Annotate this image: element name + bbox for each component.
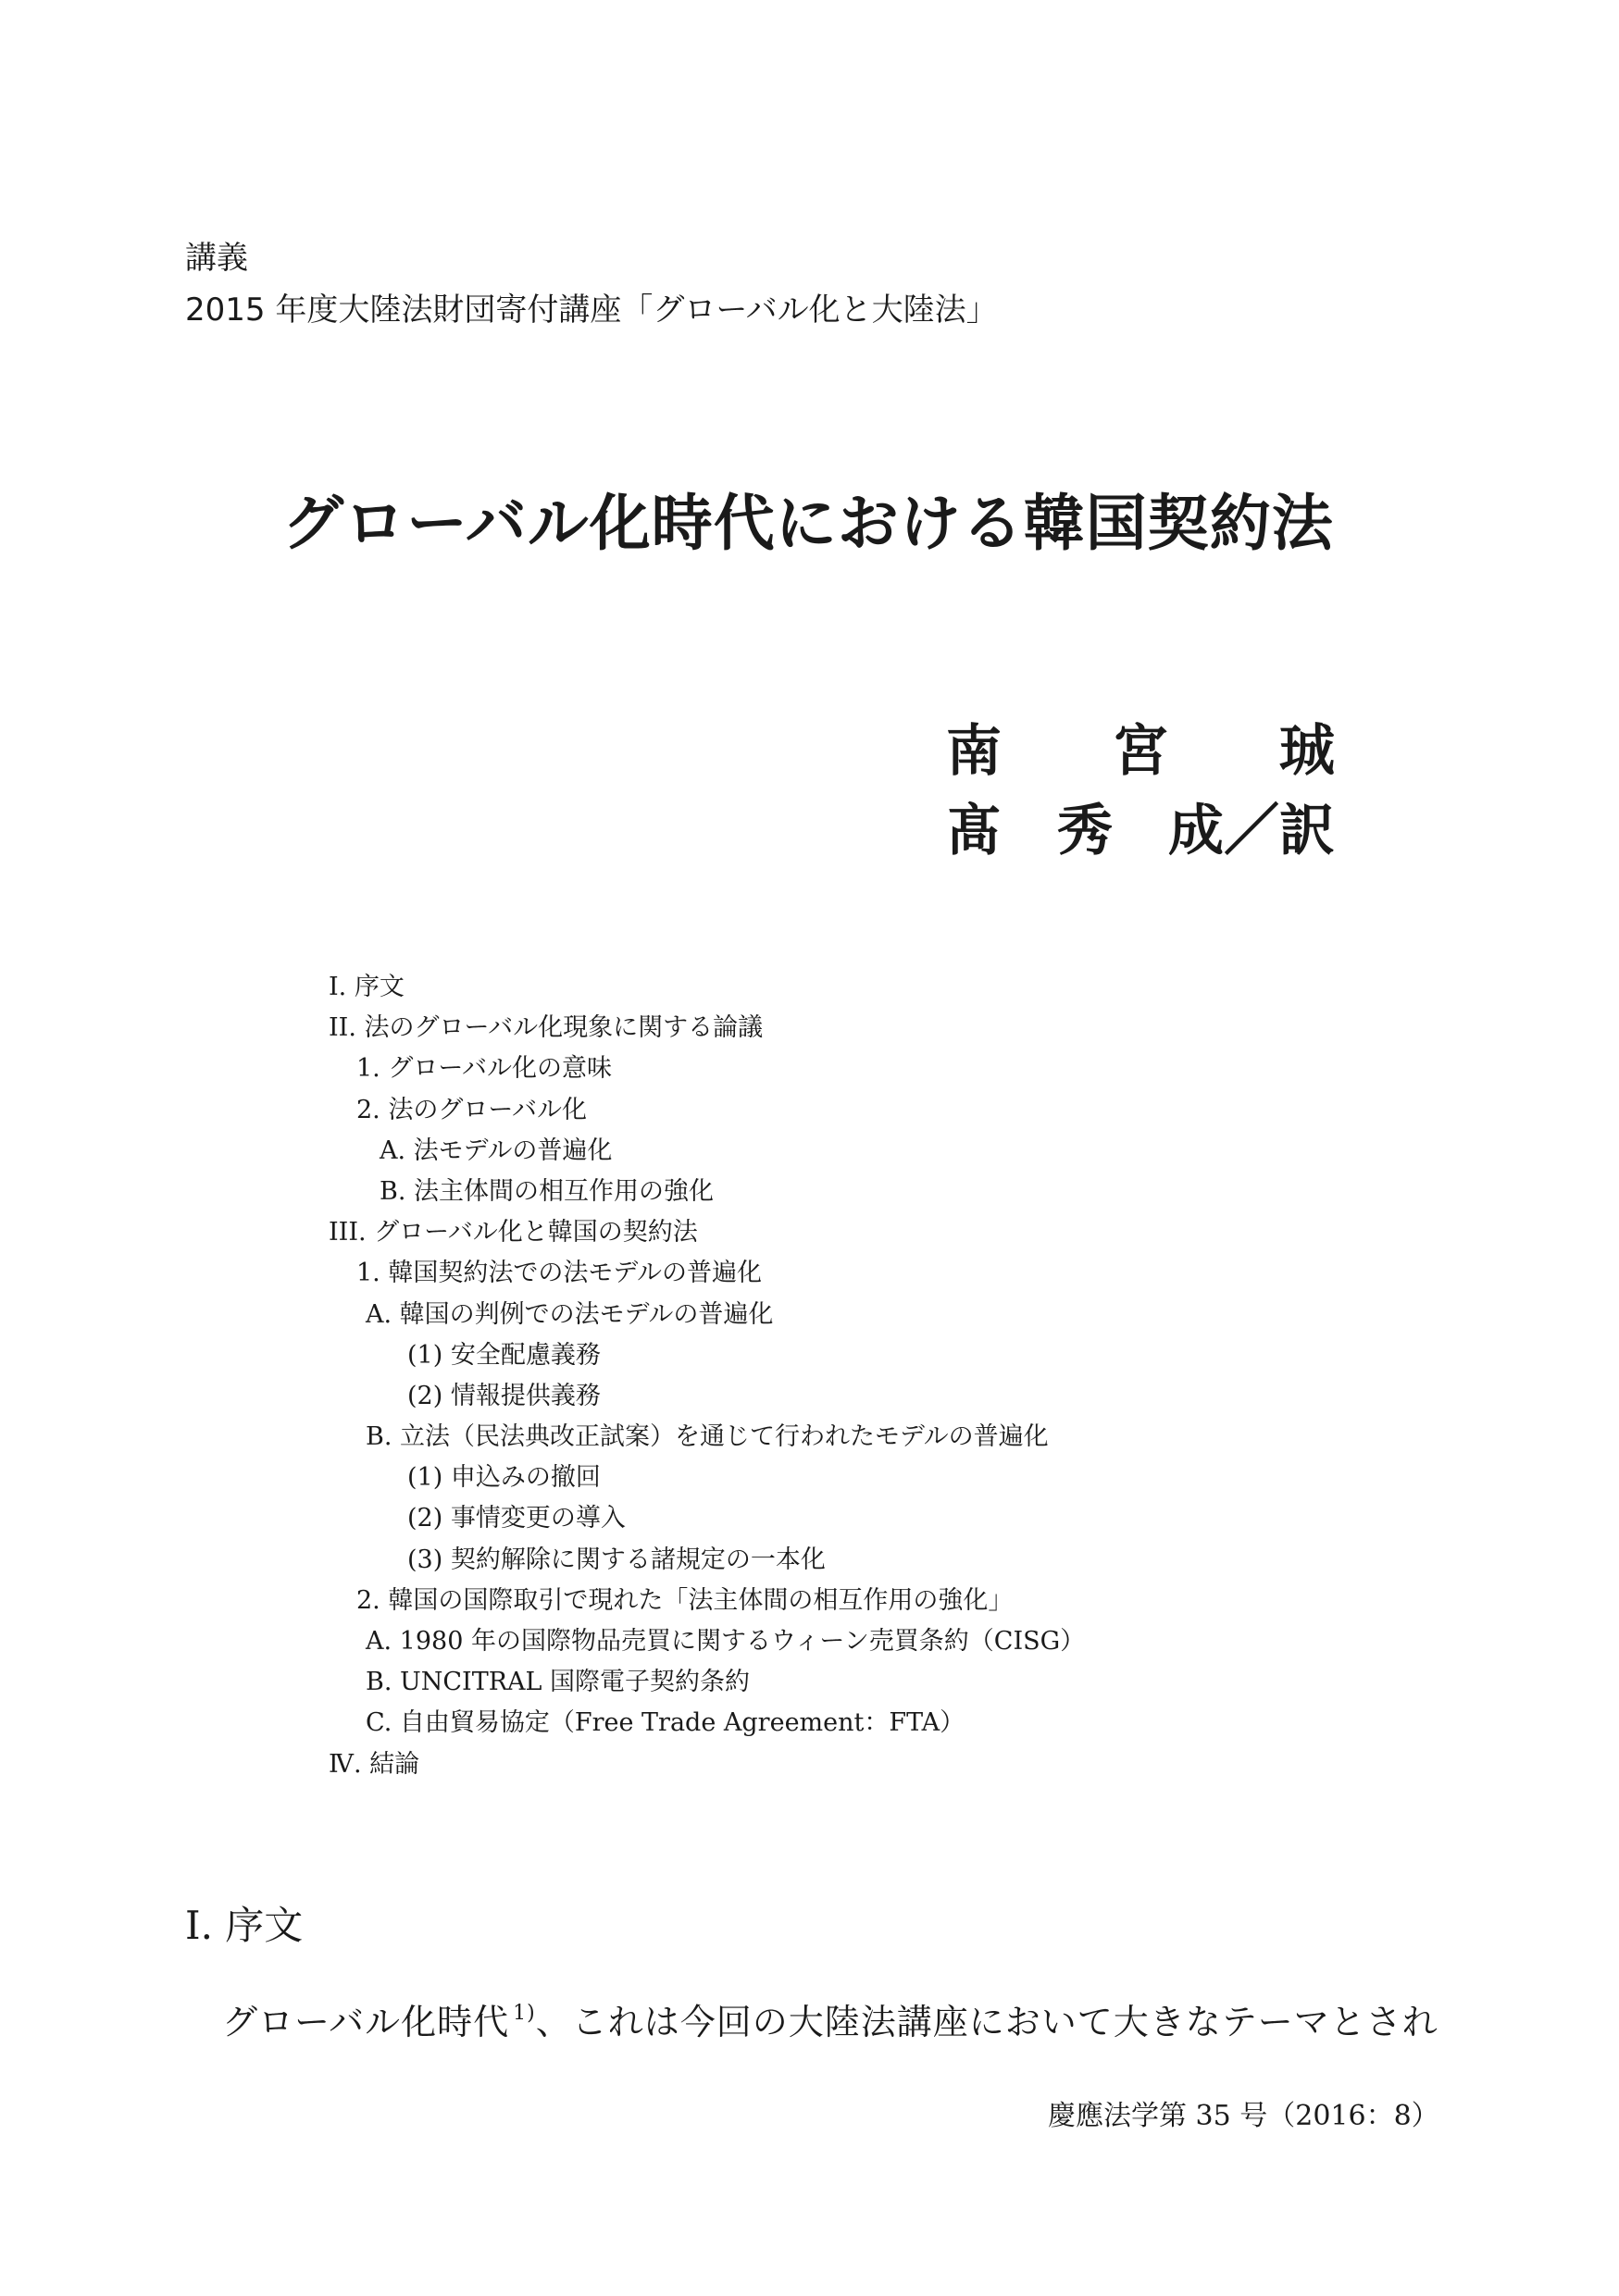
body-text-rest: 、これは今回の大陸法講座において大きなテーマとされ: [535, 2002, 1438, 2042]
toc-item: II. 法のグローバル化現象に関する論議: [329, 1013, 764, 1043]
toc-item: 2. 法のグローバル化: [356, 1095, 587, 1124]
toc-item: Ⅳ. 結論: [329, 1749, 420, 1779]
toc-item: A. 1980 年の国際物品売買に関するウィーン売買条約（CISG）: [366, 1627, 1086, 1656]
body-text-start: グローバル化時代: [222, 2002, 510, 2042]
lecture-series-label: 2015 年度大陸法財団寄付講座「グローバル化と大陸法」: [185, 292, 998, 329]
toc-item: B. 立法（民法典改正試案）を通じて行われたモデルの普遍化: [366, 1422, 1049, 1452]
author-name-char: 珹: [1279, 719, 1335, 784]
toc-item: B. UNCITRAL 国際電子契約条約: [366, 1668, 751, 1697]
translator-line: [946, 799, 1335, 863]
toc-item: (2) 情報提供義務: [407, 1381, 601, 1410]
author-name-char: 宮: [1113, 719, 1168, 784]
toc-item: 1. グローバル化の意味: [356, 1054, 612, 1084]
footnote-ref[interactable]: 1): [513, 2002, 536, 2025]
journal-footer: 慶應法学第 35 号（2016：8）: [1048, 2100, 1439, 2132]
translator-name-char: 髙: [946, 799, 1002, 863]
body-paragraph: [222, 2004, 1438, 2040]
table-of-contents: [329, 967, 1085, 1785]
toc-item: (1) 安全配慮義務: [407, 1340, 601, 1370]
section-heading: I. 序文: [185, 1903, 304, 1948]
article-kind-label: 講義: [185, 240, 248, 277]
author-line: [946, 719, 1335, 784]
toc-item: 1. 韓国契約法での法モデルの普遍化: [356, 1259, 762, 1288]
translator-name-char: 秀: [1057, 799, 1113, 863]
toc-item: (3) 契約解除に関する諸規定の一本化: [407, 1545, 826, 1574]
author-name-char: 南: [946, 719, 1002, 784]
toc-item: A. 法モデルの普遍化: [380, 1136, 613, 1165]
toc-item: C. 自由貿易協定（Free Trade Agreement：FTA）: [366, 1708, 965, 1738]
toc-item: 2. 韓国の国際取引で現れた「法主体間の相互作用の強化」: [356, 1585, 1014, 1615]
toc-item: III. グローバル化と韓国の契約法: [329, 1218, 698, 1247]
translator-name-char: 成／訳: [1168, 799, 1335, 863]
toc-item: B. 法主体間の相互作用の強化: [380, 1176, 715, 1206]
toc-item: (2) 事情変更の導入: [407, 1504, 626, 1533]
toc-item: A. 韓国の判例での法モデルの普遍化: [366, 1299, 774, 1329]
toc-item: I. 序文: [329, 973, 405, 1001]
article-title: グローバル化時代における韓国契約法: [282, 487, 1334, 559]
toc-item: (1) 申込みの撤回: [407, 1463, 601, 1493]
